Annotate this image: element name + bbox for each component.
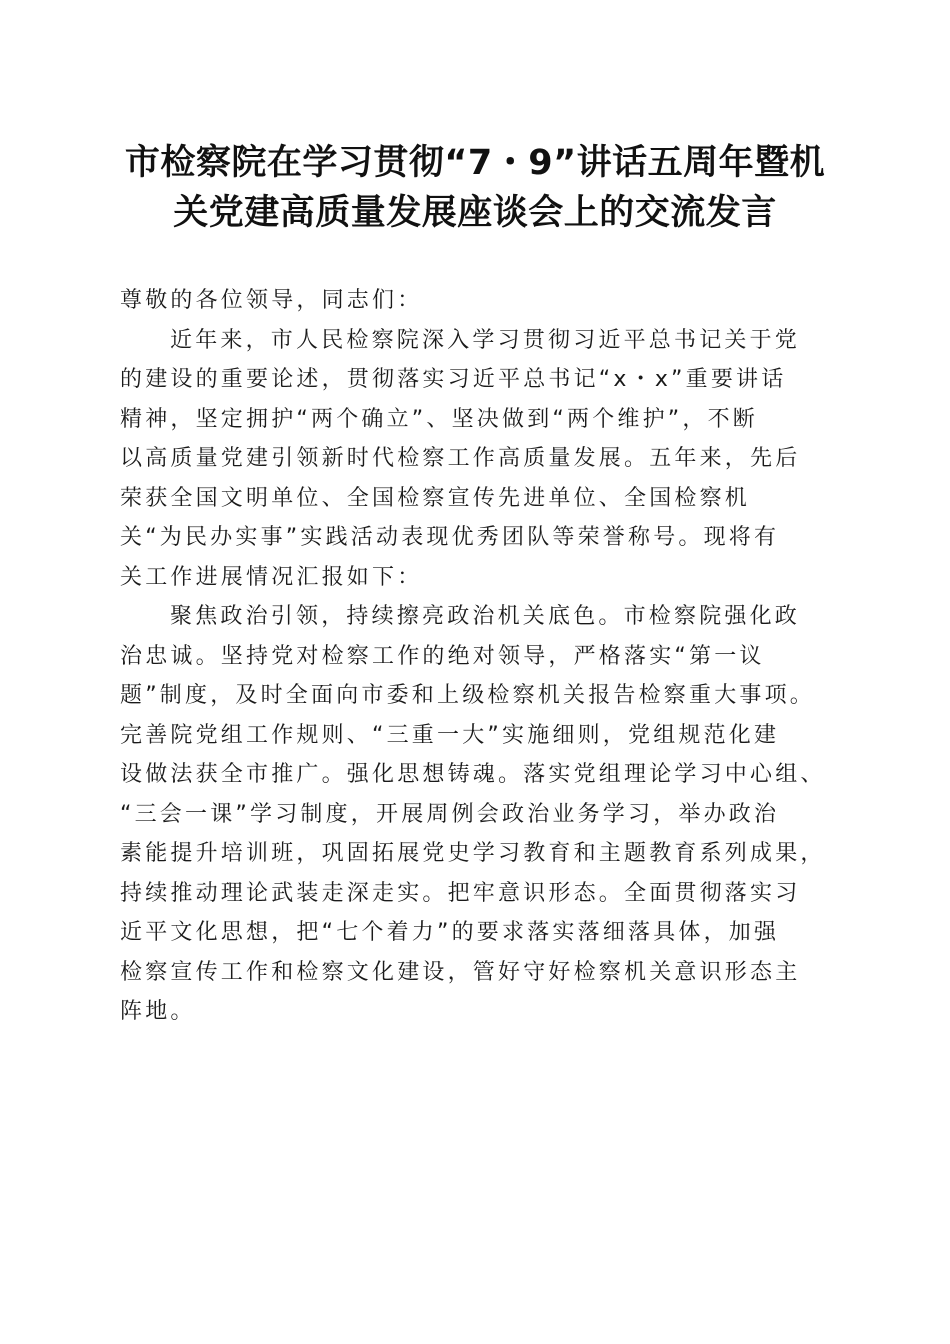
paragraph-line: 关工作进展情况汇报如下： (120, 564, 423, 590)
title-line: 市检察院在学习贯彻“7・9”讲话五周年暨机 (124, 143, 826, 183)
paragraph-1 (120, 321, 835, 598)
paragraph-line: 近平文化思想，把“七个着力”的要求落实落细落具体，加强 (120, 920, 780, 945)
paragraph-line: “三会一课”学习制度，开展周例会政治业务学习，举办政治 (120, 801, 780, 827)
paragraph-line: 的建设的重要论述，贯彻落实习近平总书记“x・x”重要讲话 (120, 367, 787, 392)
paragraph-line: 完善院党组工作规则、“三重一大”实施细则，党组规范化建 (120, 722, 780, 748)
paragraph-line: 持续推动理论武装走深走实。把牢意识形态。全面贯彻落实习 (120, 880, 801, 906)
paragraph-line: 素能提升培训班，巩固拓展党史学习教育和主题教育系列成果， (120, 841, 826, 866)
document-body (120, 281, 835, 1032)
paragraph-line: 近年来，市人民检察院深入学习贯彻习近平总书记关于党 (170, 327, 801, 353)
paragraph-line: 阵地。 (120, 999, 196, 1024)
paragraph-line: 以高质量党建引领新时代检察工作高质量发展。五年来，先后 (120, 446, 801, 471)
paragraph-line: 关“为民办实事”实践活动表现优秀团队等荣誉称号。现将有 (120, 525, 780, 550)
paragraph-line: 题”制度，及时全面向市委和上级检察机关报告检察重大事项。 (120, 683, 815, 708)
paragraph-line: 聚焦政治引领，持续擦亮政治机关底色。市检察院强化政 (170, 604, 801, 629)
paragraph-line: 精神，坚定拥护“两个确立”、坚决做到“两个维护”，不断 (120, 406, 758, 432)
title-line: 关党建高质量发展座谈会上的交流发言 (173, 193, 777, 233)
paragraph-line: 设做法获全市推广。强化思想铸魂。落实党组理论学习中心组、 (120, 762, 826, 787)
paragraph-line: 荣获全国文明单位、全国检察宣传先进单位、全国检察机 (120, 485, 751, 511)
paragraph-2 (120, 597, 835, 1032)
paragraph-line: 治忠诚。坚持党对检察工作的绝对领导，严格落实“第一议 (120, 643, 765, 669)
document-title (110, 138, 840, 238)
salutation: 尊敬的各位领导，同志们： (120, 288, 423, 313)
paragraph-line: 检察宣传工作和检察文化建设，管好守好检察机关意识形态主 (120, 959, 801, 985)
